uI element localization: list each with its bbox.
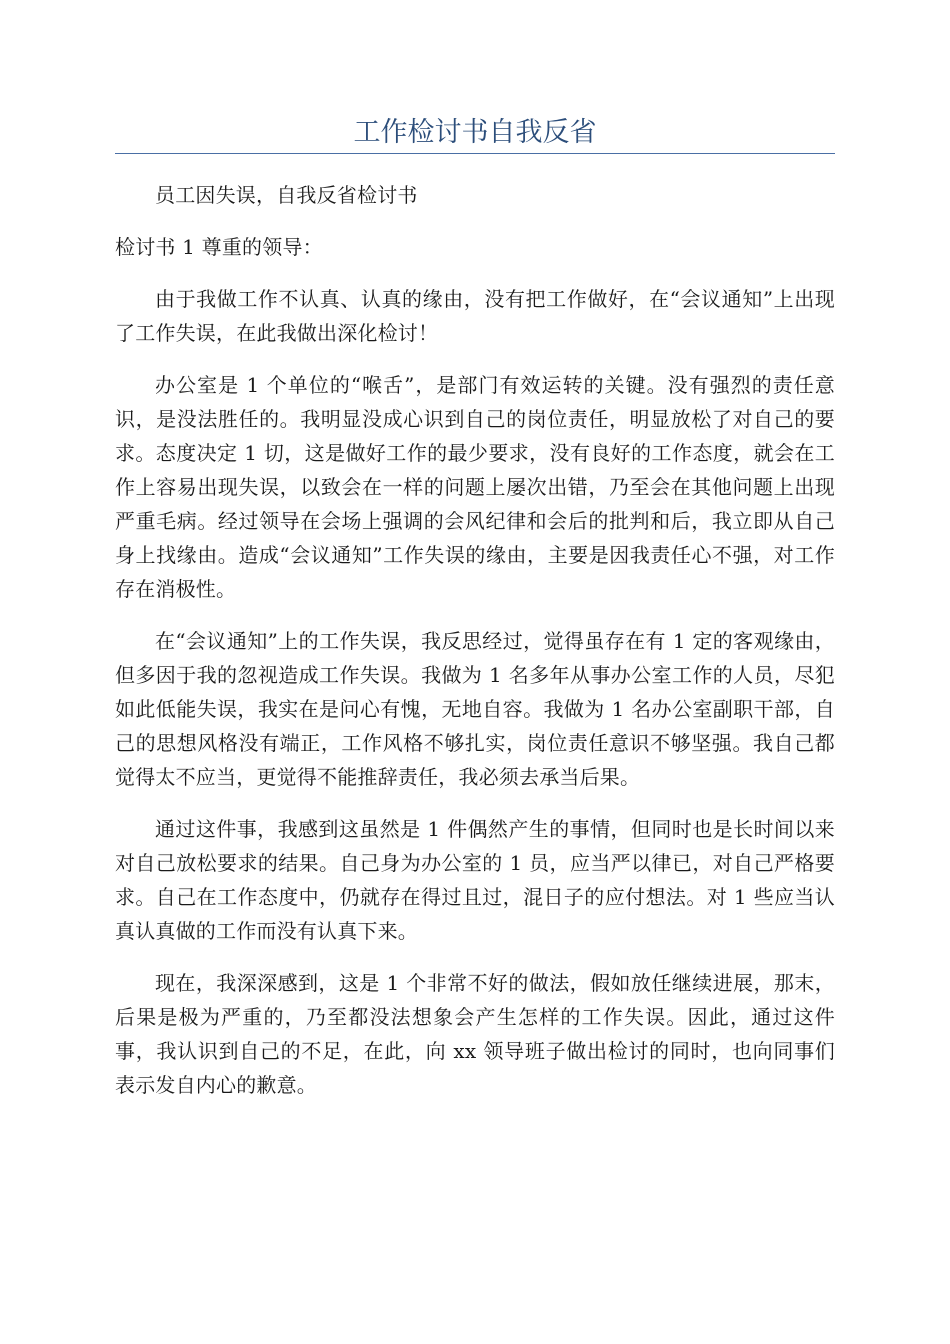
paragraph-subtitle: 员工因失误，自我反省检讨书 [155,183,418,207]
paragraph-intro: 由于我做工作不认真、认真的缘由，没有把工作做好，在“会议通知”上出现了工作失误，在此我做出深化检讨！ [115,287,835,345]
title-underline [115,153,835,154]
paragraph-office-role: 办公室是 1 个单位的“喉舌”，是部门有效运转的关键。没有强烈的责任意识，是没法胜任的。我明显没成心识到自己的岗位责任，明显放松了对自己的要求。态度决定 1 切，这是做好工作的最少要求，没有良好的工作态度，就会在工作上容易出现失误，以致会在一样的问题上屡次出错，乃至会在其他问题上出现严重毛病。经过领导在会场上强调的会风纪律和会后的批判和后，我立即从自己身上找缘由。造成“会议通知”工作失误的缘由，主要是因我责任心不强，对工作存在消极性。 [115,373,835,601]
document-body [115,178,835,1120]
paragraph-salutation: 检讨书 1 尊重的领导： [115,235,323,259]
paragraph-lesson: 通过这件事，我感到这虽然是 1 件偶然产生的事情，但同时也是长时间以来对自己放松要求的结果。自己身为办公室的 1 员，应当严以律已，对自己严格要求。自己在工作态度中，仍就存在得过且过，混日子的应付想法。对 1 些应当认真认真做的工作而没有认真下来。 [115,817,835,943]
paragraph-apology: 现在，我深深感到，这是 1 个非常不好的做法，假如放任继续进展，那末，后果是极为严重的，乃至都没法想象会产生怎样的工作失误。因此，通过这件事，我认识到自己的不足，在此，向 xx 领导班子做出检讨的同时，也向同事们表示发自内心的歉意。 [115,971,835,1097]
paragraph-reflection: 在“会议通知”上的工作失误，我反思经过，觉得虽存在有 1 定的客观缘由，但多因于我的忽视造成工作失误。我做为 1 名多年从事办公室工作的人员，尽犯如此低能失误，我实在是问心有愧，无地自容。我做为 1 名办公室副职干部，自己的思想风格没有端正，工作风格不够扎实，岗位责任意识不够坚强。我自己都觉得太不应当，更觉得不能推辞责任，我必须去承当后果。 [115,629,835,789]
document-title: 工作检讨书自我反省 [353,117,597,148]
